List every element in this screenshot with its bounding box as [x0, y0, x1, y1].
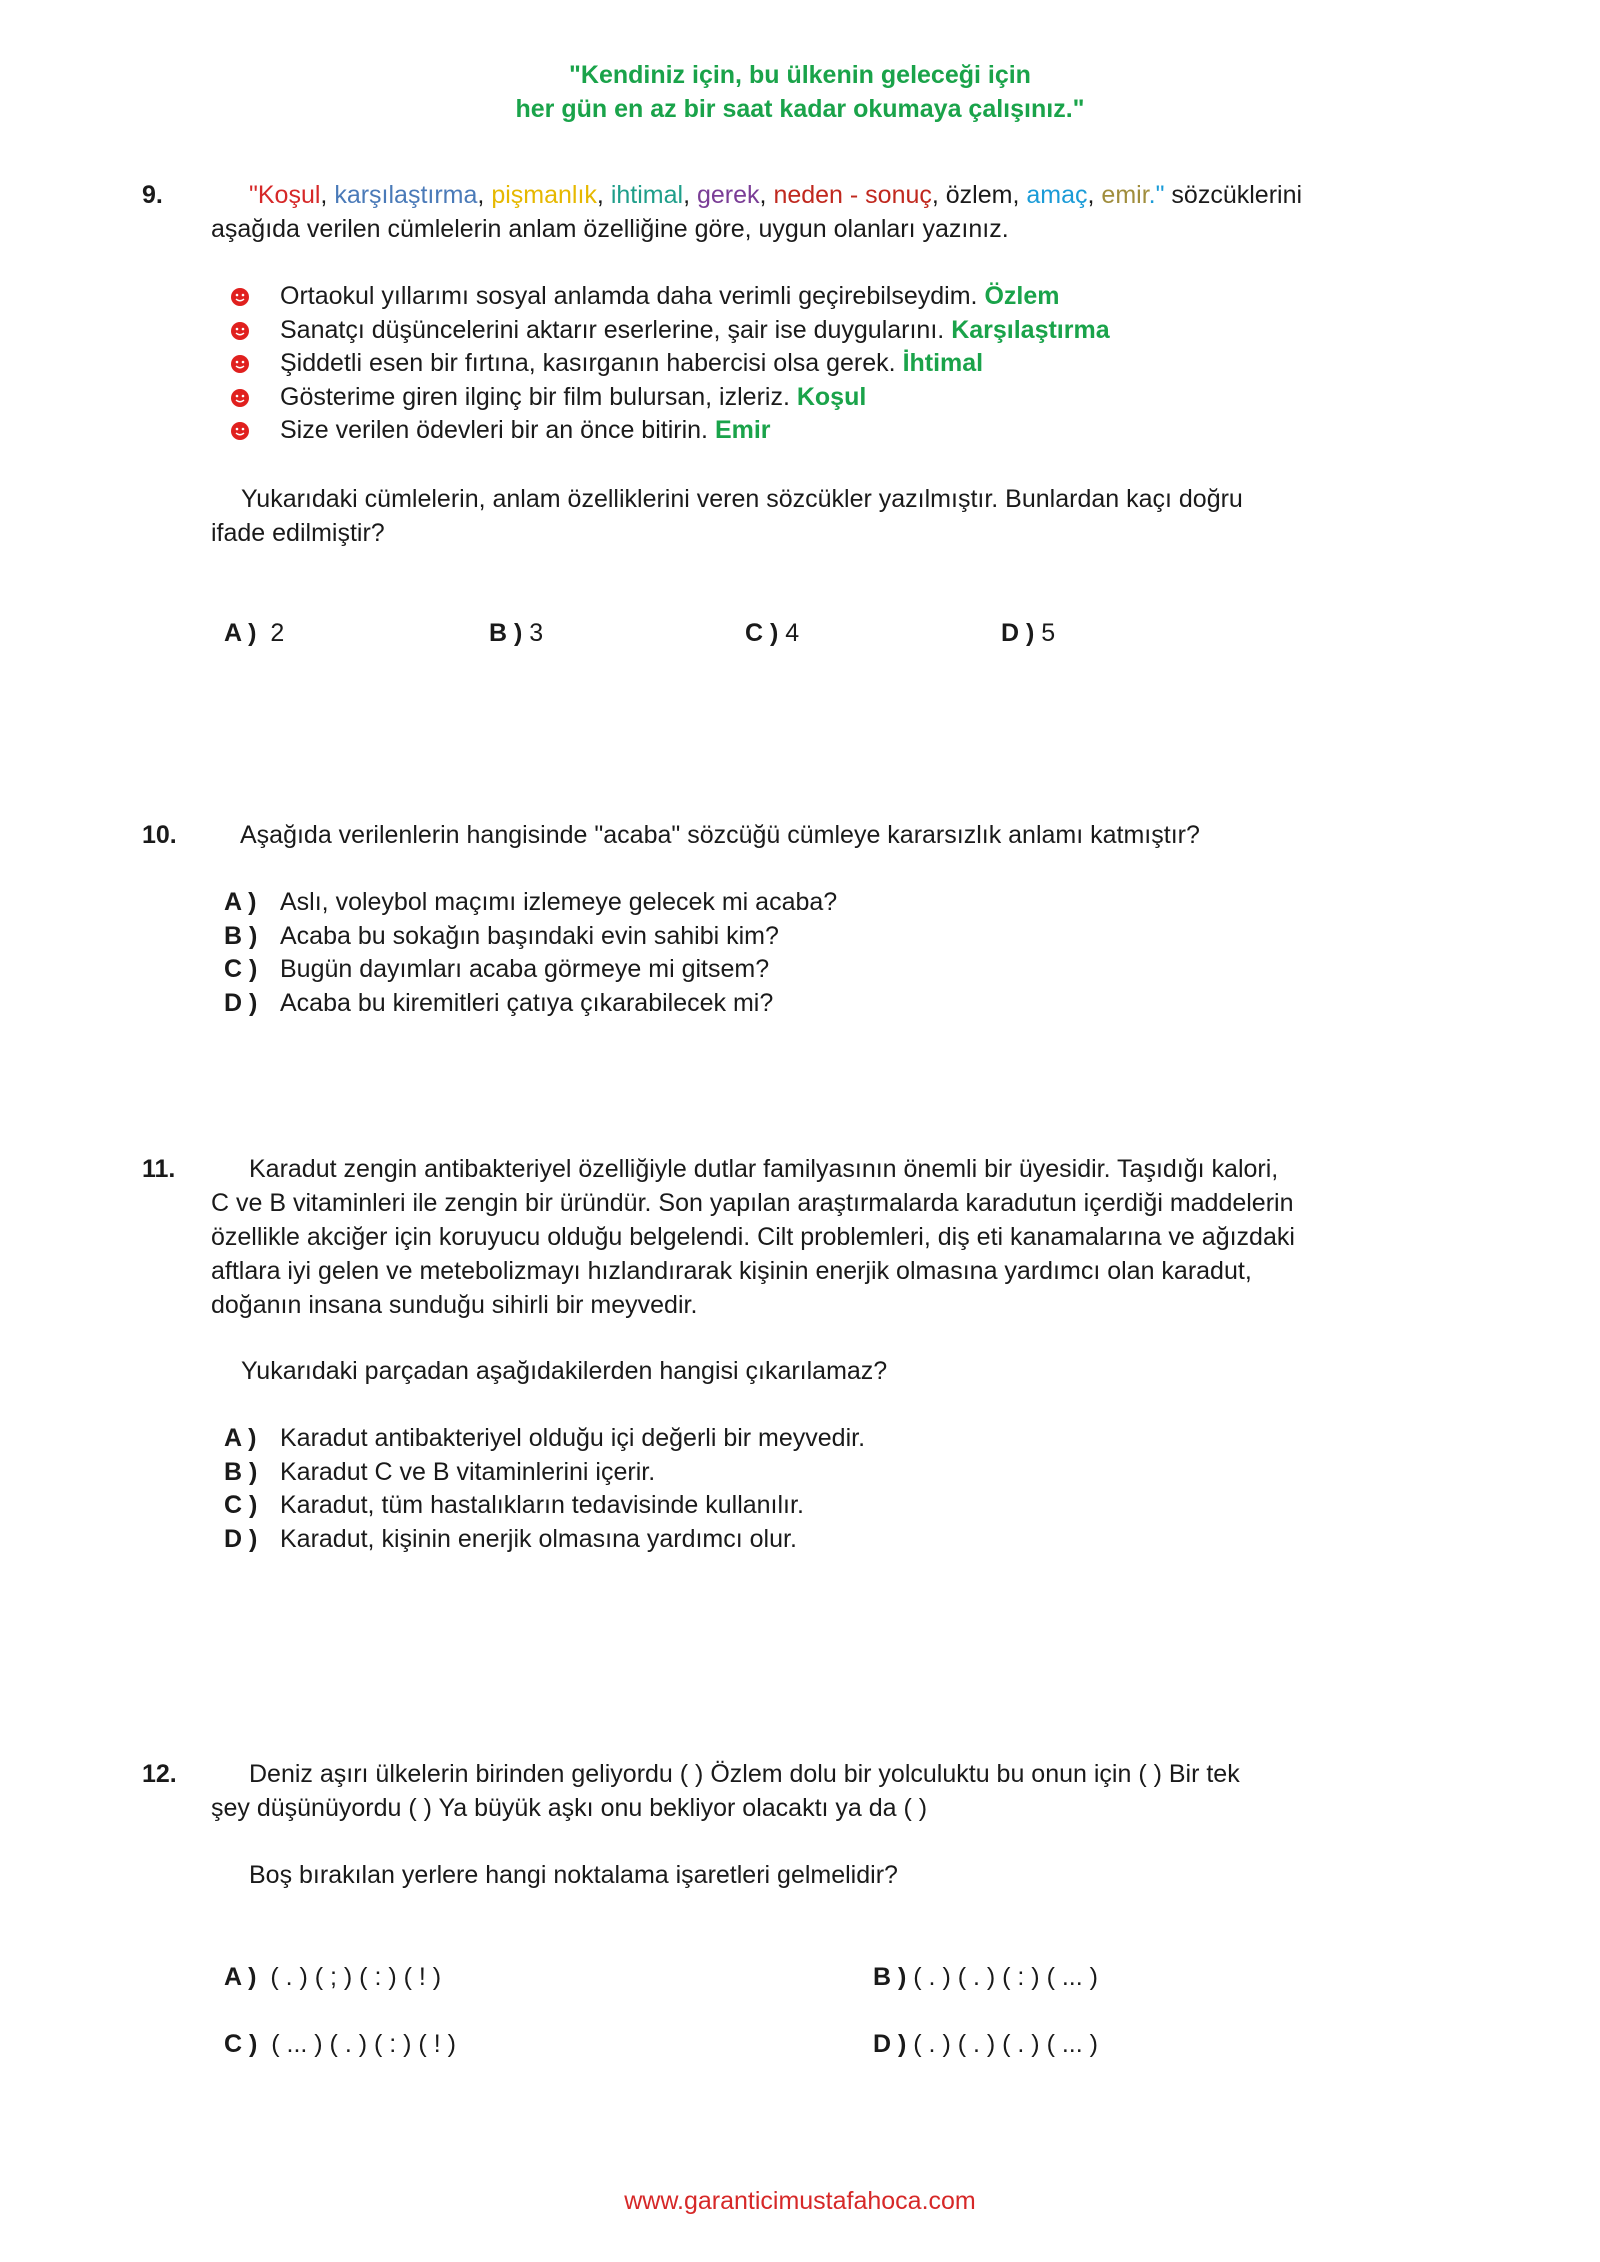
question-intro — [211, 178, 1391, 246]
options-list — [224, 1422, 865, 1556]
smiley-bullet-icon — [230, 287, 250, 307]
option-d[interactable]: D ) Acaba bu kiremitleri çatıya çıkarabilecek mi? — [224, 988, 774, 1017]
options-list — [224, 886, 837, 1020]
header-quote-line2: her gün en az bir saat kadar okumaya çalışınız." — [515, 95, 1085, 123]
header-quote-line1: "Kendiniz için, bu ülkenin geleceği için — [569, 61, 1031, 89]
question-prompt-line2: ifade edilmiştir? — [211, 519, 385, 547]
option-b[interactable]: B ) ( . ) ( . ) ( : ) ( ... ) — [873, 1963, 1098, 1991]
question-11-prompt: Yukarıdaki parçadan aşağıdakilerden hangisi çıkarılamaz? — [241, 1357, 888, 1385]
option-a[interactable]: A ) ( . ) ( ; ) ( : ) ( ! ) — [224, 1963, 442, 1991]
question-text: Aşağıda verilenlerin hangisinde "acaba" sözcüğü cümleye kararsızlık anlamı katmıştır? — [240, 821, 1200, 849]
passage — [211, 1152, 1391, 1322]
sentence-answer: Karşılaştırma — [951, 315, 1110, 344]
category-word: pişmanlık — [491, 181, 597, 209]
question-number: 12. — [142, 1760, 177, 1788]
sentence-text: Gösterime giren ilginç bir film bulursan, izleriz. — [280, 382, 790, 411]
category-word: , — [683, 181, 697, 209]
category-word: , — [759, 181, 774, 209]
passage-line: aftlara iyi gelen ve metebolizmayı hızlandırarak kişinin enerjik olmasına yardımcı olan karadut, — [211, 1257, 1252, 1285]
option-a[interactable]: A ) Aslı, voleybol maçımı izlemeye gelecek mi acaba? — [224, 888, 838, 916]
smiley-bullet-icon — [230, 354, 250, 374]
passage-line: C ve B vitaminleri ile zengin bir üründür. Son yapılan araştırmalarda karadutun içerdiği maddelerin — [211, 1189, 1294, 1217]
question-9-prompt — [211, 482, 1391, 550]
question-12-prompt: Boş bırakılan yerlere hangi noktalama işaretleri gelmelidir? — [249, 1861, 898, 1889]
passage-line: özellikle akciğer için koruyucu olduğu belgelendi. Cilt problemleri, diş eti kanamalarına ve ağızdaki — [211, 1223, 1295, 1251]
question-number: 11. — [142, 1155, 176, 1183]
category-word: sözcüklerini — [1164, 181, 1303, 209]
sentence-answer: Emir — [714, 416, 771, 445]
question-number: 9. — [142, 181, 163, 209]
sentence-text: Sanatçı düşüncelerini aktarır eserlerine, şair ise duygularını. — [280, 315, 945, 344]
category-word: amaç — [1026, 181, 1088, 209]
option-a[interactable]: A ) 2 — [224, 619, 285, 647]
category-word: neden - sonuç — [773, 181, 932, 209]
question-number: 10. — [142, 821, 177, 849]
sentence-answer: Koşul — [796, 382, 867, 411]
category-word: gerek — [696, 181, 760, 209]
option-b[interactable]: B ) 3 — [489, 619, 544, 647]
smiley-bullet-icon — [230, 321, 250, 341]
option-b[interactable]: B ) Karadut C ve B vitaminlerini içerir. — [224, 1457, 656, 1486]
list-item — [230, 347, 1110, 381]
option-c[interactable]: C ) Karadut, tüm hastalıkların tedavisinde kullanılır. — [224, 1491, 804, 1520]
smiley-bullet-icon — [230, 421, 250, 441]
question-intro-line1 — [211, 178, 1391, 212]
header-quote — [0, 58, 1600, 126]
option-d[interactable]: D ) 5 — [1001, 619, 1056, 647]
question-intro-line2: aşağıda verilen cümlelerin anlam özelliğine göre, uygun olanları yazınız. — [211, 215, 1009, 243]
list-item — [230, 314, 1110, 348]
category-word: , özlem, — [931, 181, 1027, 209]
category-words — [249, 181, 1302, 209]
option-c[interactable]: C ) Bugün dayımları acaba görmeye mi gitsem? — [224, 955, 770, 984]
category-word: , — [477, 181, 492, 209]
sentence-answer: Özlem — [984, 282, 1060, 310]
sentence-text: Şiddetli esen bir fırtına, kasırganın habercisi olsa gerek. — [280, 349, 896, 378]
question-prompt-line1: Yukarıdaki cümlelerin, anlam özelliklerini veren sözcükler yazılmıştır. Bunlardan kaçı doğru — [241, 485, 1243, 513]
category-word: karşılaştırma — [334, 181, 478, 209]
option-c[interactable]: C ) ( ... ) ( . ) ( : ) ( ! ) — [224, 2030, 456, 2058]
option-a[interactable]: A ) Karadut antibakteriyel olduğu içi değerli bir meyvedir. — [224, 1424, 866, 1452]
passage-line: Karadut zengin antibakteriyel özelliğiyle dutlar familyasının önemli bir üyesidir. Taşıdığı kalori, — [249, 1155, 1279, 1183]
footer-website-link[interactable]: www.garanticimustafahoca.com — [624, 2187, 976, 2215]
sentence-text: Ortaokul yıllarımı sosyal anlamda daha verimli geçirebilseydim. — [280, 282, 978, 310]
passage-line: şey düşünüyordu ( ) Ya büyük aşkı onu bekliyor olacaktı ya da ( ) — [211, 1794, 928, 1822]
option-c[interactable]: C ) 4 — [745, 619, 800, 647]
passage-line: Deniz aşırı ülkelerin birinden geliyordu ( ) Özlem dolu bir yolculuktu bu onun için ( ) Bir tek — [249, 1760, 1240, 1788]
category-word: "Koşul — [249, 181, 321, 209]
list-item — [230, 381, 1110, 415]
passage — [211, 1757, 1391, 1825]
category-word: ." — [1148, 181, 1165, 209]
category-word: , — [320, 181, 335, 209]
category-word: , — [596, 181, 611, 209]
option-d[interactable]: D ) ( . ) ( . ) ( . ) ( ... ) — [873, 2030, 1098, 2058]
smiley-bullet-icon — [230, 388, 250, 408]
list-item — [230, 414, 1110, 448]
sentence-text: Size verilen ödevleri bir an önce bitirin. — [280, 416, 708, 445]
category-word: ihtimal — [610, 181, 684, 209]
list-item — [230, 280, 1110, 314]
category-word: , — [1087, 181, 1102, 209]
passage-line: doğanın insana sunduğu sihirli bir meyvedir. — [211, 1291, 698, 1319]
sentence-answer: İhtimal — [902, 349, 984, 378]
sentence-list — [230, 280, 1110, 448]
option-d[interactable]: D ) Karadut, kişinin enerjik olmasına yardımcı olur. — [224, 1524, 797, 1553]
option-b[interactable]: B ) Acaba bu sokağın başındaki evin sahibi kim? — [224, 921, 779, 950]
category-word: emir — [1101, 181, 1149, 209]
